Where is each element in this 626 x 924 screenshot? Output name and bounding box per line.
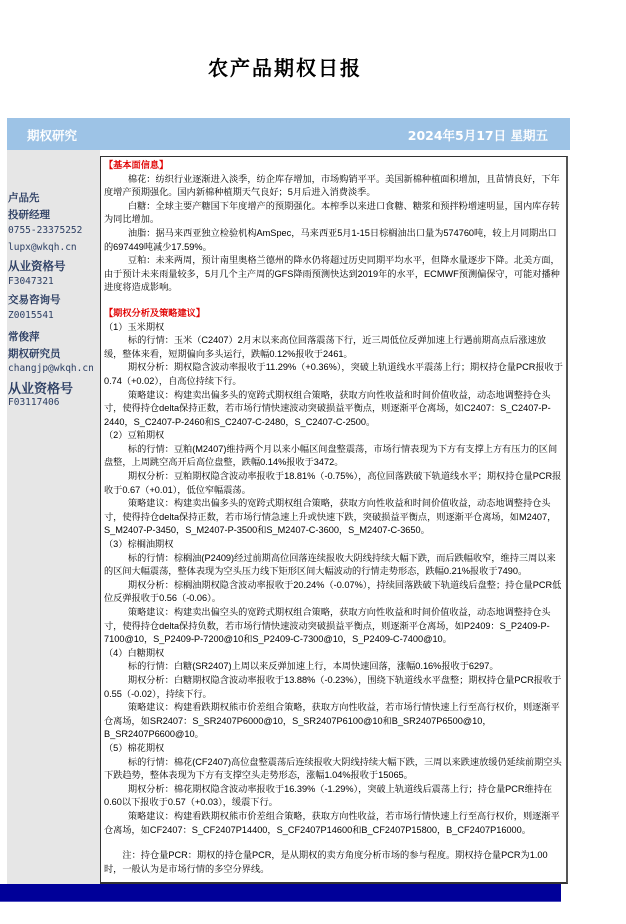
footer-bar	[0, 884, 561, 902]
pcr-note: 注：持仓量PCR：期权的持仓量PCR，是从期权的卖方角度分析市场的参与程度。期权持仓量PCR为1.00时，一般认为是市场行情的多空分界线。	[104, 850, 548, 874]
strategy-text: 策略建议：构建看跌期权熊市价差组合策略，获取方向性收益，若市场行情快速上行至高行权价，则逐渐平仓离场，如SR2407：S_SR2407P6000@10，S_SR2407P6100@10和B_SR2407P6500@10，B_SR2407P6600@10。	[104, 702, 560, 740]
option-section-corn	[104, 321, 563, 430]
consult-label: 交易咨询号	[8, 294, 61, 306]
section-title: （3）棕榈油期权	[104, 539, 174, 550]
consult-number: Z0015541	[8, 310, 54, 321]
header-band	[7, 118, 570, 150]
strategy-text: 策略建议：构建卖出偏多头的宽跨式期权组合策略，获取方向性收益和时间价值收益，动态地调整持仓头寸，使得持仓delta保持正数，若市场行情快速波动突破损益平衡点，则逐渐平仓离场，如C2407：S_C2407-P-2440，S_C2407-P-2460和S_C2407-C-2480，S_C2407-C-2500。	[104, 389, 551, 427]
fundamentals-heading: 【基本面信息】	[104, 160, 169, 170]
analyst-name: 常俊萍	[8, 331, 40, 343]
options-text: 期权分析：白糖期权隐含波动率报收于13.88%（-0.23%），围绕下轨道线水平盘整；期权持仓量PCR报收于0.55（-0.02），持续下行。	[104, 674, 562, 699]
fundamental-soymeal: 豆粕：未来两周，预计南里奥格兰德州的降水仍将超过历史同期平均水平，但降水量逐步下降。北美方面，由于预计未来雨量较多，5月几个主产周的GFS降雨预测快达到2019年的水平，ECMWF预测偏保守，可能对播种进度将造成影响。	[104, 255, 560, 293]
analyst-role: 期权研究员	[8, 348, 61, 360]
fundamental-oils: 油脂：据马来西亚独立检验机构AmSpec，马来西亚5月1-15日棕榈油出口量为574760吨，较上月同期出口的697449吨减少17.59%。	[104, 227, 557, 252]
section-label: 期权研究	[27, 128, 78, 143]
option-section-soymeal	[104, 429, 563, 538]
qualification-label: 从业资格号	[8, 382, 74, 397]
analyst-email: lupx@wkqh.cn	[8, 242, 77, 253]
market-text: 标的行情：豆粕(M2407)维持两个月以来小幅区间盘整震荡，市场行情表现为下方有支撑上方有压力的区间盘整，上周跳空高开后高位盘整，跌幅0.14%报收于3472。	[104, 443, 558, 468]
market-text: 标的行情：棉花(CF2407)高位盘整震荡后连续报收大阴线持续大幅下跌，三周以来跌速放缓仍延续前期空头下跌趋势，整体表现为下方有支撑空头走势形态，涨幅1.04%报收于15065。	[104, 756, 562, 781]
analysis-heading: 【期权分析及策略建议】	[104, 307, 206, 318]
options-text: 期权分析：棕榈油期权隐含波动率报收于20.24%（-0.07%），持续回落跌破下轨道线后盘整；持仓量PCR低位反弹报收于0.56（-0.06）。	[104, 579, 562, 604]
option-section-cotton	[104, 742, 563, 837]
market-text: 标的行情：棕榈油(P2409)经过前期高位回落连续报收大阴线持续大幅下跌，而后跌幅收窄，维持三周以来的区间大幅震荡，整体表现为空头压力线下矩形区间大幅波动的行情走势形态，跌幅0.21%报收于7490。	[104, 552, 556, 577]
options-text: 期权分析：棉花期权隐含波动率报收于16.39%（-1.29%），突破上轨道线后震荡上行；持仓量PCR维持在0.60以下报收于0.57（+0.03），缓震下行。	[104, 783, 553, 808]
strategy-text: 策略建议：构建卖出偏空头的宽跨式期权组合策略，获取方向性收益和时间价值收益，动态地调整持仓头寸，使得持仓delta保持负数，若市场行情快速波动突破损益平衡点，则逐渐平仓离场，如P2409：S_P2409-P-7100@10，S_P2409-P-7200@10和S_P2409-C-7300@10，S_P2409-C-7400@10。	[104, 607, 551, 645]
market-text: 标的行情：白糖(SR2407)上周以来反弹加速上行，本周快速回落，涨幅0.16%报收于6297。	[127, 661, 499, 672]
analyst-email: changjp@wkqh.cn	[8, 363, 94, 374]
qualification-label: 从业资格号	[8, 259, 66, 273]
report-content	[100, 156, 568, 884]
option-section-sugar	[104, 647, 563, 742]
market-text: 标的行情：玉米（C2407）2月末以来高位回落震荡下行，近三周低位反弹加速上行遇前期高点后涨速放缓，整体来看，短期偏向多头运行，跌幅0.12%报收于2461。	[104, 335, 546, 359]
option-section-palm-oil	[104, 538, 563, 647]
section-title: （1）玉米期权	[104, 321, 165, 332]
options-text: 期权分析：豆粕期权隐含波动率报收于18.81%（-0.75%），高位回落跌破下轨道线水平；期权持仓量PCR报收于0.67（+0.01），低位窄幅震荡。	[104, 471, 562, 495]
strategy-text: 策略建议：构建卖出偏多头的宽跨式期权组合策略，获取方向性收益和时间价值收益，动态地调整持仓头寸，使得持仓delta保持正数，若市场行情急速上升或快速下跌，突破损益平衡点，则逐渐平仓离场，如M2407，S_M2407-P-3450，S_M2407-P-3500和S_M2407-C-3600，S_M2407-C-3650。	[104, 498, 557, 536]
analyst-phone: 0755-23375252	[8, 225, 83, 236]
qualification-number: F3047321	[8, 276, 54, 287]
analyst-sidebar	[7, 150, 100, 884]
analyst-role: 投研经理	[8, 209, 50, 221]
report-title: 农产品期权日报	[208, 56, 362, 80]
fundamental-cotton: 棉花：纺织行业逐渐进入淡季，纺企库存增加，市场购销平平。美国新棉种植面积增加，且苗情良好，下年度增产预期强化。国内新棉种植期天气良好；5月后进入消费淡季。	[104, 173, 560, 198]
options-text: 期权分析：期权隐含波动率报收于11.29%（+0.36%），突破上轨道线水平震荡上行；期权持仓量PCR报收于0.74（+0.02），自高位持续下行。	[104, 362, 563, 386]
section-title: （5）棉花期权	[104, 742, 165, 753]
section-title: （2）豆粕期权	[104, 430, 165, 441]
section-title: （4）白糖期权	[104, 647, 165, 658]
qualification-number: F03117406	[8, 397, 60, 408]
report-date: 2024年5月17日 星期五	[407, 128, 548, 143]
analyst-name: 卢品先	[8, 192, 40, 204]
strategy-text: 策略建议：构建看跌期权熊市价差组合策略，获取方向性收益，若市场行情快速上行至高行权价，则逐渐平仓离场，如CF2407：S_CF2407P14400，S_CF2407P14600和B_CF2407P15800，B_CF2407P16000。	[104, 810, 560, 835]
fundamental-sugar: 白糖：全球主要产糖国下年度增产的预期强化。本榨季以来进口食糖、糖浆和预拌粉增速明显，国内库存转为同比增加。	[104, 200, 560, 225]
